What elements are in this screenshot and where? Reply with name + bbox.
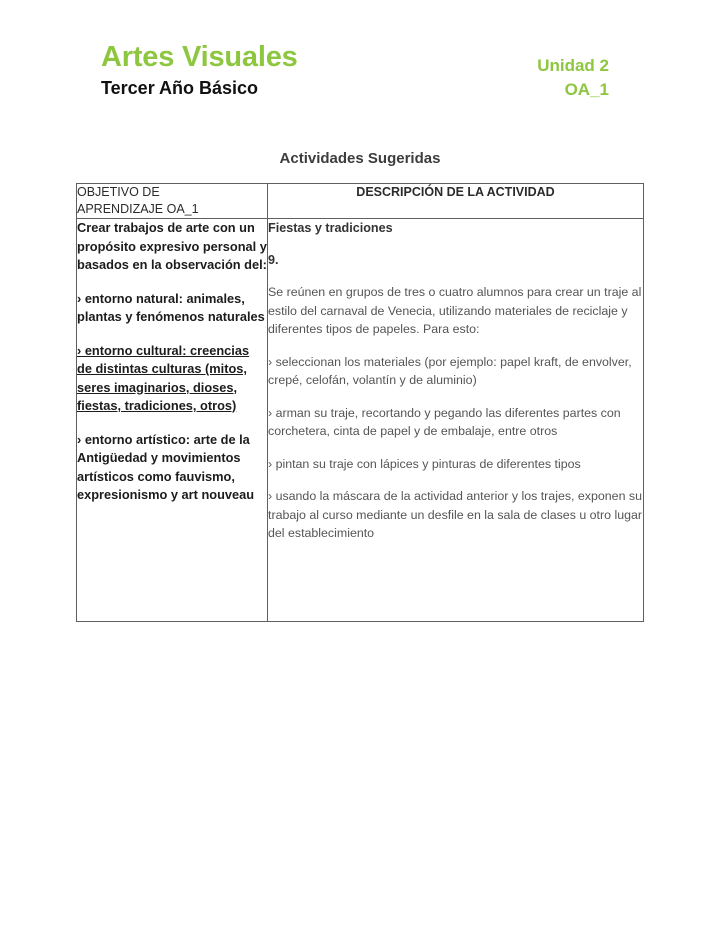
activity-number: 9. [268, 253, 279, 267]
column-header-objective [77, 184, 268, 219]
column-header-objective-line1: OBJETIVO DE [77, 185, 160, 199]
objective-cell [77, 219, 268, 622]
table-header-row [77, 184, 644, 219]
section-title: Actividades Sugeridas [279, 150, 441, 167]
activity-heading: Fiestas y tradiciones [268, 221, 393, 235]
objective-lead: Crear trabajos de arte con un propósito expresivo personal y basados en la observación del: [77, 220, 267, 272]
activity-step-4: › usando la máscara de la actividad anterior y los trajes, exponen su trabajo al curso mediante un desfile en la sala de clases u otro lugar del establecimiento [268, 489, 643, 540]
objective-item-cultural: › entorno cultural: creencias de distintas culturas (mitos, seres imaginarios, dioses, fiestas, tradiciones, otros) [77, 342, 250, 413]
column-header-objective-line2: APRENDIZAJE OA_1 [77, 202, 199, 216]
objective-item-artistic: › entorno artístico: arte de la Antigüedad y movimientos artísticos como fauvismo, expresionismo y art nouveau [77, 431, 255, 502]
activity-intro: Se reúnen en grupos de tres o cuatro alumnos para crear un traje al estilo del carnaval de Venecia, utilizando materiales de reciclaje y diferentes tipos de papeles. Para esto: [268, 285, 642, 336]
subject-title: Artes Visuales [101, 41, 298, 73]
title-block [101, 41, 298, 99]
unit-block [537, 54, 609, 102]
activity-step-2: › arman su traje, recortando y pegando las diferentes partes con corchetera, cinta de papel y de embalaje, entre otros [268, 405, 621, 438]
oa-code-label: OA_1 [564, 80, 609, 99]
activity-step-3: › pintan su traje con lápices y pinturas de diferentes tipos [268, 456, 581, 471]
column-header-description: DESCRIPCIÓN DE LA ACTIVIDAD [268, 184, 644, 219]
description-cell [268, 219, 644, 622]
activity-step-1: › seleccionan los materiales (por ejemplo: papel kraft, de envolver, crepé, celofán, volantín y de aluminio) [268, 354, 632, 387]
table-row [77, 219, 644, 622]
suggested-activities-table [76, 183, 644, 622]
objective-item-natural: › entorno natural: animales, plantas y fenómenos naturales [77, 290, 265, 324]
page-header [0, 0, 720, 130]
grade-title: Tercer Año Básico [101, 78, 259, 98]
unit-label: Unidad 2 [537, 56, 609, 75]
